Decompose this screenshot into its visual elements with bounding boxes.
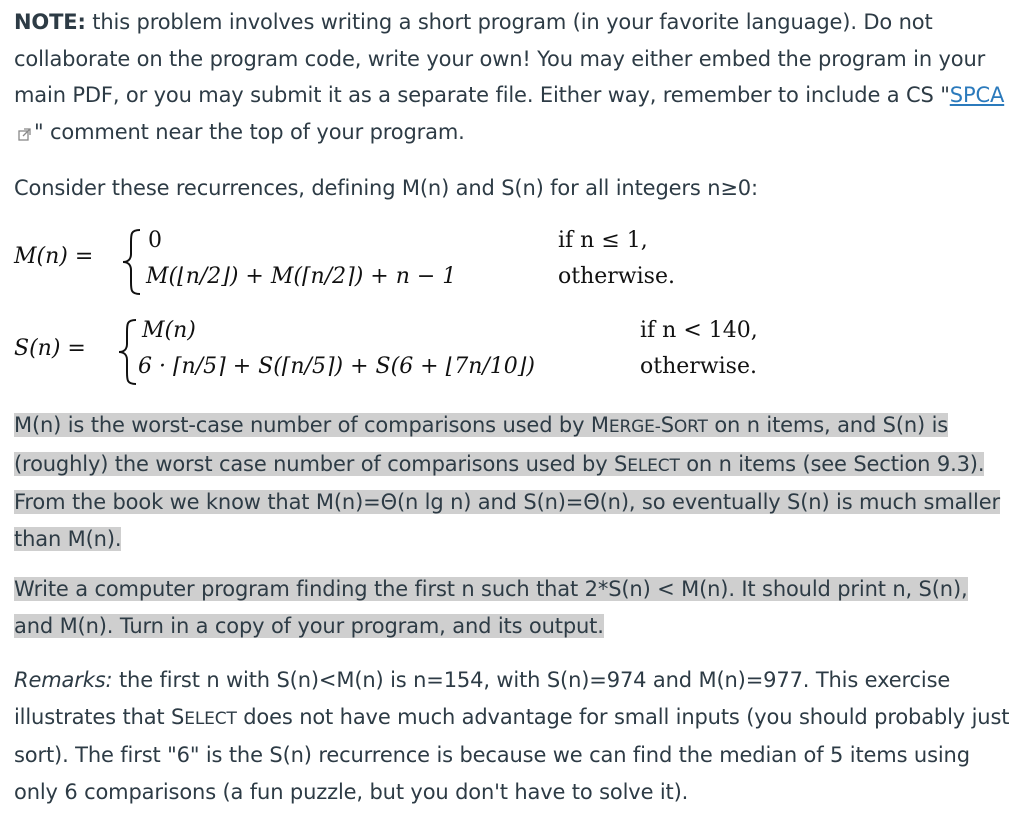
consider-line: Consider these recurrences, defining M(n) and S(n) for all integers n≥0: xyxy=(14,176,758,200)
m-recurrence xyxy=(14,226,714,298)
s-recurrence xyxy=(14,316,794,388)
m-lhs: M(n) = xyxy=(14,244,94,269)
select-term-remarks: SELECT xyxy=(171,704,237,729)
note-paragraph xyxy=(14,4,1010,150)
m-cond1: if n ≤ 1, xyxy=(558,228,648,253)
explanation-paragraph xyxy=(14,407,1010,557)
s-brace xyxy=(116,318,140,386)
spca-link[interactable]: SPCA xyxy=(949,83,1005,107)
m-brace xyxy=(120,228,144,296)
explanation-line-2: (roughly) the worst case number of comparisons used by SELECT on n items (see Section 9.3). xyxy=(14,451,985,476)
s-cond1: if n < 140, xyxy=(640,318,758,343)
m-case1: 0 xyxy=(148,228,162,253)
note-text: this problem involves writing a short program (in your favorite language). Do not collaborate on the program code, write your own! You may either embed the program in your main PDF, or you may submit it as a separate file. Either way, remember to include a CS " xyxy=(14,10,986,107)
s-case1: M(n) xyxy=(142,318,196,343)
explanation-line-1: M(n) is the worst-case number of comparisons used by MERGE-SORT on n items, and S(n) is xyxy=(14,413,949,437)
explanation-line-4: than M(n). xyxy=(14,526,122,551)
external-link-icon xyxy=(18,128,31,141)
select-term: SELECT xyxy=(614,451,680,476)
note-label: NOTE: xyxy=(14,10,86,34)
remarks-label: Remarks: xyxy=(14,668,113,692)
task-line-1: Write a computer program finding the first n such that 2*S(n) < M(n). It should print n, S(n), xyxy=(14,577,968,601)
task-paragraph xyxy=(14,571,1010,644)
explanation-line-3: From the book we know that M(n)=Θ(n lg n) and S(n)=Θ(n), so eventually S(n) is much smaller xyxy=(14,490,1000,514)
remarks-paragraph: Remarks: the first n with S(n)<M(n) is n=154, with S(n)=974 and M(n)=977. This exercise illustrates that SELECT does not have much advantage for small inputs (you should probably just sort). The first "6" is the S(n) recurrence is because we can find the median of 5 items using only 6 comparisons (a fun puzzle, but you don't have to solve it). xyxy=(14,668,1010,804)
merge-sort-term: MERGE-SORT xyxy=(590,413,708,437)
s-cond2: otherwise. xyxy=(640,354,757,379)
s-lhs: S(n) = xyxy=(14,336,86,361)
task-line-2: and M(n). Turn in a copy of your program, and its output. xyxy=(14,613,604,638)
s-case2: 6 · ⌈n/5⌉ + S(⌈n/5⌉) + S(6 + ⌊7n/10⌋) xyxy=(138,354,535,379)
note-text-end: " comment near the top of your program. xyxy=(34,119,465,144)
m-case2: M(⌊n/2⌋) + M(⌈n/2⌉) + n − 1 xyxy=(146,264,457,289)
m-cond2: otherwise. xyxy=(558,264,675,289)
